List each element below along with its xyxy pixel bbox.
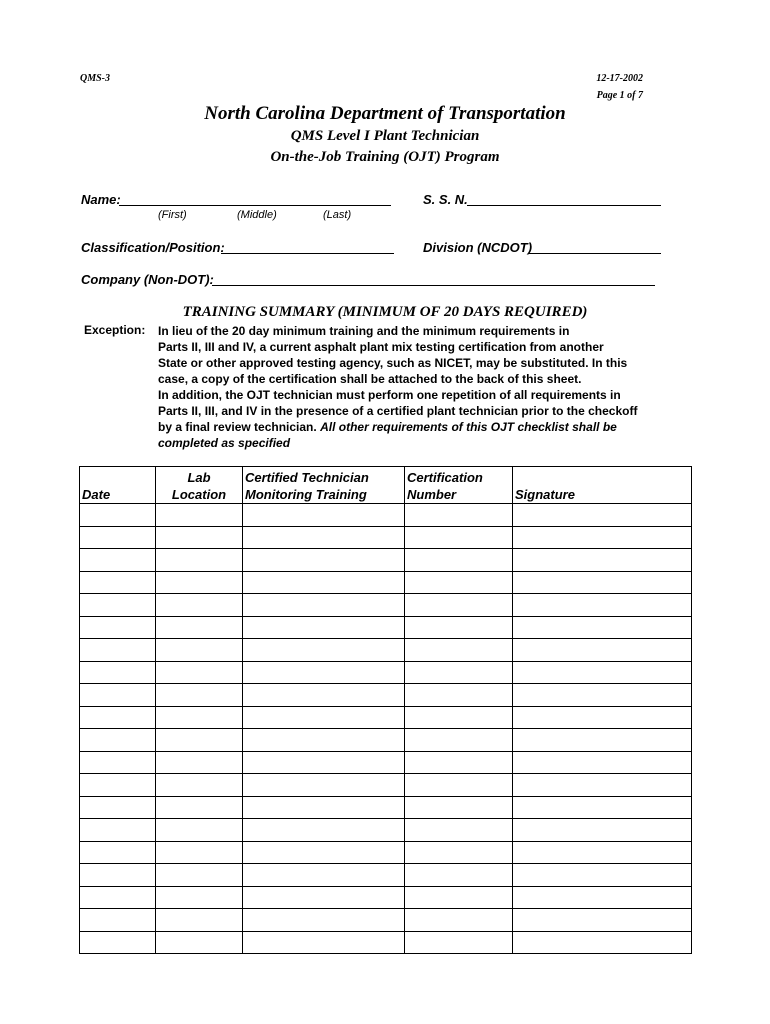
certification-number-cell[interactable]	[405, 819, 513, 842]
name-field[interactable]	[119, 205, 391, 206]
date-cell[interactable]	[80, 841, 156, 864]
lab-location-cell[interactable]	[156, 549, 243, 572]
ssn-field[interactable]	[467, 205, 661, 206]
date-cell[interactable]	[80, 819, 156, 842]
technician-cell[interactable]	[243, 504, 405, 527]
first-name-hint: (First)	[158, 209, 187, 221]
certification-number-cell[interactable]	[405, 931, 513, 954]
col-certified-technician: Certified Technician Monitoring Training	[243, 467, 405, 504]
certification-number-cell[interactable]	[405, 796, 513, 819]
lab-location-cell[interactable]	[156, 751, 243, 774]
date-cell[interactable]	[80, 751, 156, 774]
exception-label: Exception:	[84, 323, 146, 337]
certification-number-cell[interactable]	[405, 639, 513, 662]
signature-cell[interactable]	[513, 729, 692, 752]
signature-cell[interactable]	[513, 504, 692, 527]
lab-location-cell[interactable]	[156, 931, 243, 954]
date-cell[interactable]	[80, 909, 156, 932]
lab-location-cell[interactable]	[156, 729, 243, 752]
col-lab-location: Lab Location	[156, 467, 243, 504]
page-title: North Carolina Department of Transportation	[204, 103, 566, 124]
date-cell[interactable]	[80, 774, 156, 797]
table-row	[80, 661, 692, 684]
signature-cell[interactable]	[513, 706, 692, 729]
last-name-hint: (Last)	[323, 209, 352, 221]
date-cell[interactable]	[80, 571, 156, 594]
date-cell[interactable]	[80, 549, 156, 572]
lab-location-cell[interactable]	[156, 819, 243, 842]
certification-number-cell[interactable]	[405, 504, 513, 527]
technician-cell[interactable]	[243, 819, 405, 842]
page-number: Page 1 of 7	[596, 90, 643, 101]
division-field[interactable]	[529, 253, 661, 254]
signature-cell[interactable]	[513, 864, 692, 887]
certification-number-cell[interactable]	[405, 774, 513, 797]
signature-cell[interactable]	[513, 639, 692, 662]
signature-cell[interactable]	[513, 931, 692, 954]
table-row	[80, 841, 692, 864]
lab-location-cell[interactable]	[156, 684, 243, 707]
table-row	[80, 706, 692, 729]
certification-number-cell[interactable]	[405, 571, 513, 594]
training-summary-heading: TRAINING SUMMARY (MINIMUM OF 20 DAYS REQUIRED)	[182, 304, 588, 320]
table-row	[80, 639, 692, 662]
certification-number-cell[interactable]	[405, 661, 513, 684]
technician-cell[interactable]	[243, 706, 405, 729]
date-cell[interactable]	[80, 526, 156, 549]
table-row	[80, 864, 692, 887]
technician-cell[interactable]	[243, 931, 405, 954]
technician-cell[interactable]	[243, 864, 405, 887]
technician-cell[interactable]	[243, 729, 405, 752]
signature-cell[interactable]	[513, 774, 692, 797]
table-row	[80, 616, 692, 639]
program-subtitle: On-the-Job Training (OJT) Program	[270, 149, 500, 165]
lab-location-cell[interactable]	[156, 909, 243, 932]
signature-cell[interactable]	[513, 841, 692, 864]
signature-cell[interactable]	[513, 571, 692, 594]
technician-cell[interactable]	[243, 774, 405, 797]
signature-cell[interactable]	[513, 751, 692, 774]
table-row	[80, 751, 692, 774]
date-cell[interactable]	[80, 729, 156, 752]
lab-location-cell[interactable]	[156, 841, 243, 864]
technician-cell[interactable]	[243, 661, 405, 684]
technician-cell[interactable]	[243, 571, 405, 594]
form-date: 12-17-2002	[596, 73, 643, 84]
technician-cell[interactable]	[243, 616, 405, 639]
date-cell[interactable]	[80, 504, 156, 527]
technician-cell[interactable]	[243, 886, 405, 909]
date-cell[interactable]	[80, 796, 156, 819]
lab-location-cell[interactable]	[156, 774, 243, 797]
division-label: Division (NCDOT)	[423, 240, 533, 255]
lab-location-cell[interactable]	[156, 886, 243, 909]
certification-number-cell[interactable]	[405, 616, 513, 639]
certification-number-cell[interactable]	[405, 526, 513, 549]
technician-cell[interactable]	[243, 526, 405, 549]
form-code: QMS-3	[80, 73, 111, 84]
date-cell[interactable]	[80, 706, 156, 729]
table-row	[80, 729, 692, 752]
lab-location-cell[interactable]	[156, 571, 243, 594]
lab-location-cell[interactable]	[156, 661, 243, 684]
exception-text: In lieu of the 20 day minimum training and the minimum requirements in Parts II, III and IV, a current asphalt plant mix testing certification from another State or other approved testing agency, such as NICET, may be substituted. In this case, a copy of the certification shall be attached to the back of this sheet. In addition, the OJT technician must perform one repetition of all requirements in Parts II, III, and IV in the presence of a certified plant technician prior to the checkoff by a final review technician. All other requirements of this OJT checklist shall be completed as specified	[158, 324, 638, 450]
technician-cell[interactable]	[243, 841, 405, 864]
table-row	[80, 774, 692, 797]
date-cell[interactable]	[80, 639, 156, 662]
date-cell[interactable]	[80, 864, 156, 887]
table-row	[80, 796, 692, 819]
signature-cell[interactable]	[513, 526, 692, 549]
classification-field[interactable]	[221, 253, 394, 254]
name-label: Name:	[81, 192, 121, 207]
lab-location-cell[interactable]	[156, 864, 243, 887]
lab-location-cell[interactable]	[156, 594, 243, 617]
technician-cell[interactable]	[243, 751, 405, 774]
table-row	[80, 931, 692, 954]
technician-cell[interactable]	[243, 909, 405, 932]
technician-cell[interactable]	[243, 796, 405, 819]
lab-location-cell[interactable]	[156, 796, 243, 819]
certification-number-cell[interactable]	[405, 706, 513, 729]
signature-cell[interactable]	[513, 549, 692, 572]
certification-number-cell[interactable]	[405, 684, 513, 707]
training-table	[79, 466, 692, 954]
certification-number-cell[interactable]	[405, 864, 513, 887]
company-label: Company (Non-DOT):	[81, 272, 214, 287]
signature-cell[interactable]	[513, 684, 692, 707]
date-cell[interactable]	[80, 684, 156, 707]
table-row	[80, 549, 692, 572]
certification-number-cell[interactable]	[405, 549, 513, 572]
table-row	[80, 526, 692, 549]
table-header-row	[80, 467, 692, 504]
certification-number-cell[interactable]	[405, 594, 513, 617]
lab-location-cell[interactable]	[156, 639, 243, 662]
certification-number-cell[interactable]	[405, 841, 513, 864]
lab-location-cell[interactable]	[156, 616, 243, 639]
technician-cell[interactable]	[243, 594, 405, 617]
signature-cell[interactable]	[513, 616, 692, 639]
lab-location-cell[interactable]	[156, 706, 243, 729]
certification-number-cell[interactable]	[405, 751, 513, 774]
program-title: QMS Level I Plant Technician	[290, 128, 480, 144]
certification-number-cell[interactable]	[405, 886, 513, 909]
lab-location-cell[interactable]	[156, 504, 243, 527]
technician-cell[interactable]	[243, 684, 405, 707]
table-row	[80, 684, 692, 707]
technician-cell[interactable]	[243, 639, 405, 662]
table-row	[80, 504, 692, 527]
table-row	[80, 909, 692, 932]
table-row	[80, 886, 692, 909]
col-date: Date	[80, 467, 156, 504]
signature-cell[interactable]	[513, 886, 692, 909]
technician-cell[interactable]	[243, 549, 405, 572]
date-cell[interactable]	[80, 616, 156, 639]
table-row	[80, 594, 692, 617]
col-certification-number: Certification Number	[405, 467, 513, 504]
col-signature: Signature	[513, 467, 692, 504]
signature-cell[interactable]	[513, 594, 692, 617]
certification-number-cell[interactable]	[405, 729, 513, 752]
table-row	[80, 819, 692, 842]
signature-cell[interactable]	[513, 819, 692, 842]
company-field[interactable]	[212, 285, 655, 286]
certification-number-cell[interactable]	[405, 909, 513, 932]
signature-cell[interactable]	[513, 661, 692, 684]
ssn-label: S. S. N.	[423, 192, 468, 207]
date-cell[interactable]	[80, 594, 156, 617]
middle-name-hint: (Middle)	[237, 209, 277, 221]
date-cell[interactable]	[80, 931, 156, 954]
lab-location-cell[interactable]	[156, 526, 243, 549]
classification-label: Classification/Position:	[81, 240, 225, 255]
date-cell[interactable]	[80, 886, 156, 909]
table-row	[80, 571, 692, 594]
signature-cell[interactable]	[513, 909, 692, 932]
date-cell[interactable]	[80, 661, 156, 684]
signature-cell[interactable]	[513, 796, 692, 819]
